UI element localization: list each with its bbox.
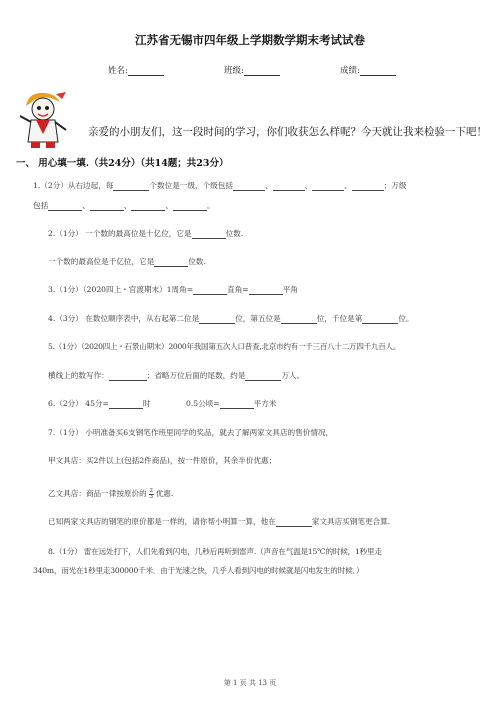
answer-blank[interactable] (220, 400, 254, 409)
question-2-line1: 2.（1分） 一个数的最高位是十亿位，它是 位数. (48, 229, 244, 238)
answer-blank[interactable] (192, 230, 226, 239)
answer-blank[interactable] (249, 286, 283, 295)
mascot-icon (16, 90, 70, 150)
answer-blank[interactable] (276, 518, 312, 527)
question-7-line2: 甲文具店：买2件以上(包括2件商品)，按一件原价，其余半价优惠； (48, 456, 277, 465)
answer-blank[interactable] (362, 315, 398, 324)
answer-blank[interactable] (154, 258, 188, 267)
question-3: 3.（1分）（2020四上・官渡期末）1周角= 直角= 平角 (48, 285, 298, 294)
answer-blank[interactable] (113, 182, 149, 191)
question-5-line1: 5.（1分）（2020四上・石景山期末）2000年我国第五次人口普查,北京市约有一千三百八十二万四千九百人。 (48, 342, 401, 351)
question-2-line2: 一个数的最高位是千亿位，它是 位数. (48, 257, 206, 266)
answer-blank[interactable] (131, 202, 165, 211)
name-blank (128, 66, 164, 76)
class-label: 班级: (224, 66, 244, 76)
class-blank (244, 66, 280, 76)
answer-blank[interactable] (109, 372, 147, 381)
answer-blank[interactable] (199, 315, 235, 324)
answer-blank[interactable] (352, 182, 384, 191)
question-7-line1: 7.（1分） 小明准备买6支钢笔作班里同学的奖品，就去了解两家文具店的售价情况， (48, 428, 334, 437)
name-label: 姓名: (108, 66, 128, 76)
question-7-line4: 已知两家文具店的钢笔的原价都是一样的，请你帮小明算一算，他在 家文具店买钢笔更合算. (48, 517, 391, 526)
question-8-line1: 8.（1分） 雷在远处打下，人们先看到闪电，几秒后再听到雷声.（声音在气温是15℃的时候，1秒里走 (48, 547, 382, 556)
answer-blank[interactable] (273, 182, 305, 191)
answer-blank[interactable] (109, 400, 143, 409)
question-1-line2: 包括 、 、 、 。 (33, 201, 215, 210)
fraction-two-thirds: $\frac{2}{3}$ (149, 487, 153, 500)
answer-blank[interactable] (312, 182, 344, 191)
score-blank (360, 66, 396, 76)
answer-blank[interactable] (48, 202, 82, 211)
answer-blank[interactable] (281, 315, 317, 324)
answer-blank[interactable] (245, 372, 281, 381)
question-6: 6.（2分） 45分= 时 (48, 399, 151, 408)
question-7-line3: 乙文具店：商品一律按原价的 $\frac{2}{3}$ 优惠. (48, 487, 174, 500)
answer-blank[interactable] (90, 202, 124, 211)
score-label: 成绩: (340, 66, 360, 76)
greeting-text: 亲爱的小朋友们，这一段时间的学习，你们收获怎么样呢？今天就让我来检验一下吧！ (88, 126, 487, 138)
question-4: 4.（3分） 在数位顺序表中，从右起第二位是 位，第五位是 位，千位是第 位。 (48, 314, 414, 323)
name-field (108, 64, 164, 76)
page-title: 江苏省无锡市四年级上学期数学期末考试试卷 (135, 33, 365, 47)
question-5-line2: 横线上的数写作： ；省略万位后面的尾数，约是 万人。 (48, 371, 305, 380)
page-footer: 第 1 页 共 13 页 (223, 679, 277, 687)
question-1-line1: 1.（2分）从右边起，每 个数位是一级，个级包括 、 、 、 ；万级 (33, 181, 407, 190)
class-field (224, 64, 280, 76)
question-8-line2: 340m，而光在1秒里走300000千米．由于光速之快，几乎人看到闪电的时候就是闪电发生的时候．） (33, 566, 364, 575)
score-field (340, 64, 396, 76)
question-6-part2: 0.5公顷= 平方米 (186, 399, 277, 408)
section-heading: 一、 用心填一填.（共24分）（共14题；共23分） (16, 158, 229, 169)
answer-blank[interactable] (193, 286, 227, 295)
answer-blank[interactable] (233, 182, 265, 191)
answer-blank[interactable] (173, 202, 207, 211)
